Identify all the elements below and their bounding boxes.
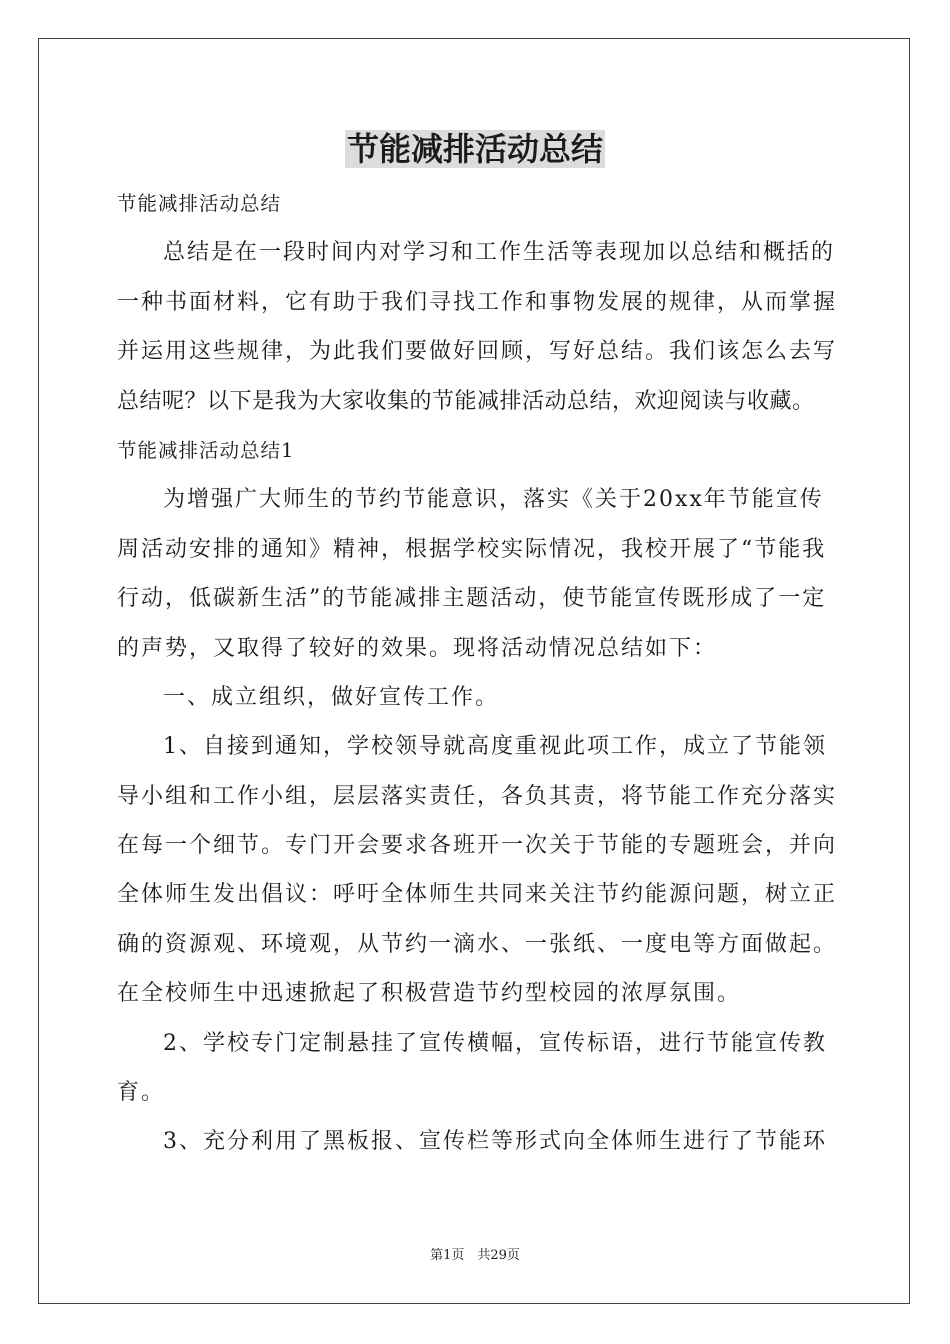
paragraph-line: 在全校师生中迅速掀起了积极营造节约型校园的浓厚氛围。 <box>117 981 742 1007</box>
paragraph-line: 并运用这些规律，为此我们要做好回顾，写好总结。我们该怎么去写 <box>117 339 838 365</box>
page-footer: 第1页 共29页 <box>430 1248 520 1263</box>
paragraph-line: 为增强广大师生的节约节能意识，落实《关于20xx年节能宣传 <box>163 487 824 513</box>
paragraph-line: 在每一个细节。专门开会要求各班开一次关于节能的专题班会，并向 <box>117 833 838 859</box>
paragraph-line: 3、充分利用了黑板报、宣传栏等形式向全体师生进行了节能环 <box>163 1129 827 1155</box>
paragraph-line: 周活动安排的通知》精神，根据学校实际情况，我校开展了“节能我 <box>117 536 827 562</box>
paragraph-line: 全体师生发出倡议：呼吁全体师生共同来关注节约能源问题，树立正 <box>117 882 838 908</box>
paragraph-line: 育。 <box>117 1080 166 1106</box>
paragraph-line: 导小组和工作小组，层层落实责任，各负其责，将节能工作充分落实 <box>117 783 838 809</box>
paragraph-line: 行动，低碳新生活”的节能减排主题活动，使节能宣传既形成了一定 <box>117 586 827 612</box>
paragraph-line: 总结是在一段时间内对学习和工作生活等表现加以总结和概括的 <box>163 240 836 266</box>
paragraph-line: 的声势，又取得了较好的效果。现将活动情况总结如下： <box>117 635 718 661</box>
paragraph-line: 2、学校专门定制悬挂了宣传横幅，宣传标语，进行节能宣传教 <box>163 1030 827 1056</box>
paragraph-line: 总结呢？以下是我为大家收集的节能减排活动总结，欢迎阅读与收藏。 <box>117 388 815 414</box>
document-title: 节能减排活动总结 <box>346 130 603 168</box>
document-body <box>117 179 837 1167</box>
paragraph-line: 确的资源观、环境观，从节约一滴水、一张纸、一度电等方面做起。 <box>117 931 838 957</box>
paragraph-line: 1、自接到通知，学校领导就高度重视此项工作，成立了节能领 <box>163 734 827 760</box>
section-heading: 节能减排活动总结1 <box>117 438 295 462</box>
section-heading: 节能减排活动总结 <box>117 192 282 215</box>
paragraph-line: 一种书面材料，它有助于我们寻找工作和事物发展的规律，从而掌握 <box>117 289 838 315</box>
paragraph-line: 一、成立组织，做好宣传工作。 <box>163 684 500 710</box>
